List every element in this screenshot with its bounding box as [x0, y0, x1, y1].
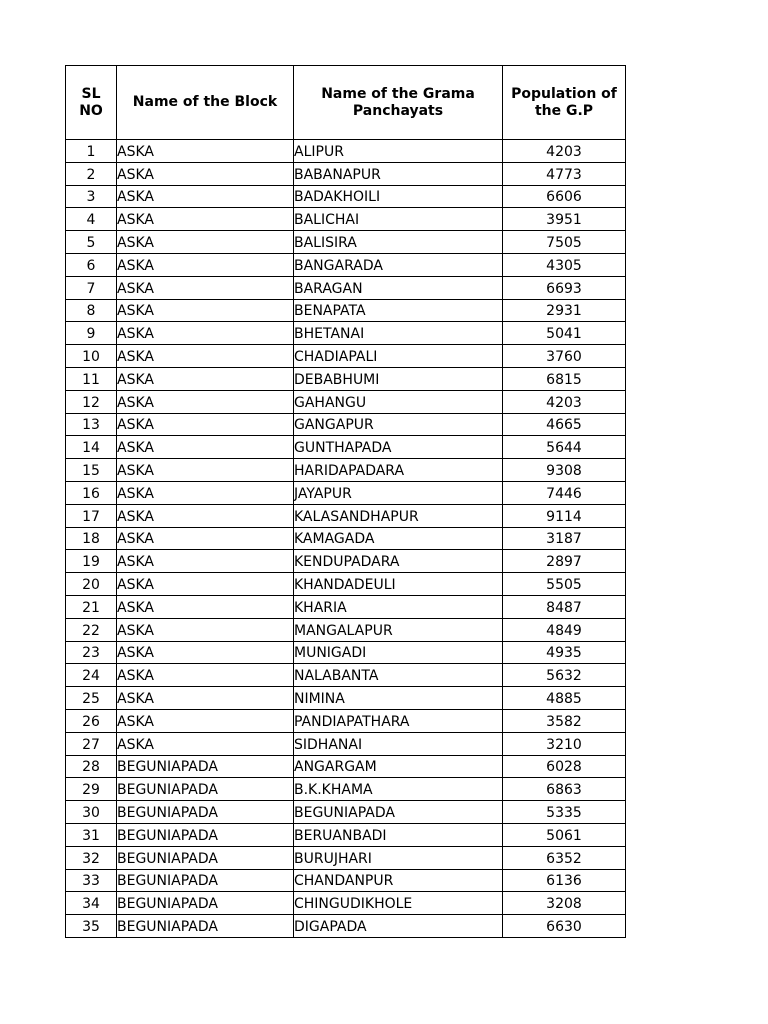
- sl-no-cell: 9: [66, 322, 117, 345]
- table-row: [66, 185, 626, 208]
- sl-no-cell: 3: [66, 185, 117, 208]
- gp-name-cell: BALISIRA: [294, 231, 503, 254]
- population-cell: 5644: [503, 436, 626, 459]
- gp-name-cell: BANGARADA: [294, 253, 503, 276]
- block-name-cell: ASKA: [117, 231, 294, 254]
- block-name-cell: ASKA: [117, 641, 294, 664]
- block-name-cell: ASKA: [117, 504, 294, 527]
- block-name-cell: BEGUNIAPADA: [117, 801, 294, 824]
- sl-no-cell: 25: [66, 687, 117, 710]
- population-cell: 4773: [503, 162, 626, 185]
- sl-no-cell: 10: [66, 345, 117, 368]
- population-cell: 7446: [503, 481, 626, 504]
- population-cell: 3208: [503, 892, 626, 915]
- gp-name-cell: ANGARGAM: [294, 755, 503, 778]
- block-name-cell: ASKA: [117, 367, 294, 390]
- block-name-cell: ASKA: [117, 276, 294, 299]
- table-row: [66, 527, 626, 550]
- population-cell: 3760: [503, 345, 626, 368]
- sl-no-cell: 21: [66, 595, 117, 618]
- population-cell: 3210: [503, 732, 626, 755]
- header-block-name: Name of the Block: [117, 66, 294, 140]
- block-name-cell: ASKA: [117, 436, 294, 459]
- table-row: [66, 322, 626, 345]
- block-name-cell: ASKA: [117, 140, 294, 163]
- block-name-cell: ASKA: [117, 664, 294, 687]
- block-name-cell: BEGUNIAPADA: [117, 846, 294, 869]
- table-row: [66, 778, 626, 801]
- sl-no-cell: 7: [66, 276, 117, 299]
- population-cell: 6693: [503, 276, 626, 299]
- population-cell: 5335: [503, 801, 626, 824]
- gp-name-cell: CHINGUDIKHOLE: [294, 892, 503, 915]
- block-name-cell: ASKA: [117, 322, 294, 345]
- sl-no-cell: 18: [66, 527, 117, 550]
- population-cell: 5505: [503, 573, 626, 596]
- population-cell: 6028: [503, 755, 626, 778]
- gp-name-cell: BURUJHARI: [294, 846, 503, 869]
- table-header: [66, 66, 626, 140]
- block-name-cell: ASKA: [117, 208, 294, 231]
- sl-no-cell: 4: [66, 208, 117, 231]
- population-cell: 4665: [503, 413, 626, 436]
- gp-name-cell: GUNTHAPADA: [294, 436, 503, 459]
- population-cell: 8487: [503, 595, 626, 618]
- table-row: [66, 345, 626, 368]
- sl-no-cell: 27: [66, 732, 117, 755]
- table-row: [66, 595, 626, 618]
- block-name-cell: BEGUNIAPADA: [117, 823, 294, 846]
- population-cell: 6863: [503, 778, 626, 801]
- gp-name-cell: BABANAPUR: [294, 162, 503, 185]
- block-name-cell: BEGUNIAPADA: [117, 869, 294, 892]
- table-row: [66, 755, 626, 778]
- gp-name-cell: CHANDANPUR: [294, 869, 503, 892]
- table-row: [66, 550, 626, 573]
- table-row: [66, 140, 626, 163]
- table-body: [66, 140, 626, 938]
- population-cell: 4203: [503, 140, 626, 163]
- gp-name-cell: NALABANTA: [294, 664, 503, 687]
- gp-name-cell: BHETANAI: [294, 322, 503, 345]
- gp-name-cell: BALICHAI: [294, 208, 503, 231]
- sl-no-cell: 6: [66, 253, 117, 276]
- population-cell: 2897: [503, 550, 626, 573]
- population-cell: 9308: [503, 459, 626, 482]
- block-name-cell: ASKA: [117, 550, 294, 573]
- population-cell: 3582: [503, 709, 626, 732]
- block-name-cell: ASKA: [117, 185, 294, 208]
- population-cell: 6630: [503, 915, 626, 938]
- population-cell: 4203: [503, 390, 626, 413]
- table-row: [66, 367, 626, 390]
- block-name-cell: ASKA: [117, 527, 294, 550]
- gp-name-cell: BADAKHOILI: [294, 185, 503, 208]
- gp-name-cell: PANDIAPATHARA: [294, 709, 503, 732]
- table-row: [66, 641, 626, 664]
- sl-no-cell: 5: [66, 231, 117, 254]
- population-cell: 2931: [503, 299, 626, 322]
- table-row: [66, 801, 626, 824]
- table-row: [66, 208, 626, 231]
- gp-name-cell: ALIPUR: [294, 140, 503, 163]
- sl-no-cell: 19: [66, 550, 117, 573]
- gp-name-cell: MUNIGADI: [294, 641, 503, 664]
- population-cell: 6815: [503, 367, 626, 390]
- block-name-cell: BEGUNIAPADA: [117, 892, 294, 915]
- sl-no-cell: 13: [66, 413, 117, 436]
- gp-name-cell: KHARIA: [294, 595, 503, 618]
- block-name-cell: BEGUNIAPADA: [117, 778, 294, 801]
- table-row: [66, 732, 626, 755]
- sl-no-cell: 35: [66, 915, 117, 938]
- table-row: [66, 664, 626, 687]
- gp-name-cell: MANGALAPUR: [294, 618, 503, 641]
- gp-name-cell: KHANDADEULI: [294, 573, 503, 596]
- table-row: [66, 504, 626, 527]
- population-cell: 9114: [503, 504, 626, 527]
- population-cell: 7505: [503, 231, 626, 254]
- table-row: [66, 573, 626, 596]
- gp-name-cell: KALASANDHAPUR: [294, 504, 503, 527]
- table-row: [66, 231, 626, 254]
- table-row: [66, 823, 626, 846]
- sl-no-cell: 11: [66, 367, 117, 390]
- block-name-cell: ASKA: [117, 299, 294, 322]
- gp-name-cell: KENDUPADARA: [294, 550, 503, 573]
- gp-name-cell: NIMINA: [294, 687, 503, 710]
- gp-name-cell: GAHANGU: [294, 390, 503, 413]
- population-cell: 6352: [503, 846, 626, 869]
- sl-no-cell: 8: [66, 299, 117, 322]
- sl-no-cell: 34: [66, 892, 117, 915]
- sl-no-cell: 32: [66, 846, 117, 869]
- block-name-cell: ASKA: [117, 709, 294, 732]
- block-name-cell: ASKA: [117, 345, 294, 368]
- gp-name-cell: BEGUNIAPADA: [294, 801, 503, 824]
- sl-no-cell: 22: [66, 618, 117, 641]
- sl-no-cell: 31: [66, 823, 117, 846]
- population-cell: 5061: [503, 823, 626, 846]
- gp-name-cell: CHADIAPALI: [294, 345, 503, 368]
- block-name-cell: ASKA: [117, 390, 294, 413]
- gp-name-cell: DEBABHUMI: [294, 367, 503, 390]
- block-name-cell: ASKA: [117, 253, 294, 276]
- sl-no-cell: 1: [66, 140, 117, 163]
- block-name-cell: ASKA: [117, 573, 294, 596]
- table-row: [66, 869, 626, 892]
- population-cell: 5632: [503, 664, 626, 687]
- sl-no-cell: 20: [66, 573, 117, 596]
- block-name-cell: ASKA: [117, 481, 294, 504]
- block-name-cell: ASKA: [117, 595, 294, 618]
- gp-name-cell: HARIDAPADARA: [294, 459, 503, 482]
- gp-name-cell: JAYAPUR: [294, 481, 503, 504]
- sl-no-cell: 2: [66, 162, 117, 185]
- gp-name-cell: GANGAPUR: [294, 413, 503, 436]
- block-name-cell: BEGUNIAPADA: [117, 915, 294, 938]
- population-cell: 6136: [503, 869, 626, 892]
- sl-no-cell: 33: [66, 869, 117, 892]
- population-cell: 5041: [503, 322, 626, 345]
- header-sl-no: SL NO: [66, 66, 117, 140]
- table-row: [66, 276, 626, 299]
- gram-panchayat-population-table: [65, 65, 626, 938]
- sl-no-cell: 28: [66, 755, 117, 778]
- block-name-cell: BEGUNIAPADA: [117, 755, 294, 778]
- header-gp-name: Name of the Grama Panchayats: [294, 66, 503, 140]
- block-name-cell: ASKA: [117, 618, 294, 641]
- table-row: [66, 459, 626, 482]
- table-row: [66, 413, 626, 436]
- block-name-cell: ASKA: [117, 732, 294, 755]
- table-row: [66, 618, 626, 641]
- table-row: [66, 253, 626, 276]
- sl-no-cell: 26: [66, 709, 117, 732]
- sl-no-cell: 16: [66, 481, 117, 504]
- table-row: [66, 709, 626, 732]
- gp-name-cell: BENAPATA: [294, 299, 503, 322]
- population-cell: 4935: [503, 641, 626, 664]
- table-row: [66, 436, 626, 459]
- gp-name-cell: KAMAGADA: [294, 527, 503, 550]
- sl-no-cell: 30: [66, 801, 117, 824]
- sl-no-cell: 15: [66, 459, 117, 482]
- gp-name-cell: B.K.KHAMA: [294, 778, 503, 801]
- population-cell: 6606: [503, 185, 626, 208]
- table-row: [66, 299, 626, 322]
- header-population: Population of the G.P: [503, 66, 626, 140]
- table-row: [66, 915, 626, 938]
- table-row: [66, 390, 626, 413]
- gp-name-cell: BERUANBADI: [294, 823, 503, 846]
- table-row: [66, 687, 626, 710]
- table-row: [66, 846, 626, 869]
- population-cell: 4305: [503, 253, 626, 276]
- block-name-cell: ASKA: [117, 413, 294, 436]
- sl-no-cell: 17: [66, 504, 117, 527]
- gp-name-cell: SIDHANAI: [294, 732, 503, 755]
- sl-no-cell: 12: [66, 390, 117, 413]
- population-cell: 4885: [503, 687, 626, 710]
- gp-name-cell: DIGAPADA: [294, 915, 503, 938]
- population-cell: 4849: [503, 618, 626, 641]
- sl-no-cell: 23: [66, 641, 117, 664]
- population-cell: 3187: [503, 527, 626, 550]
- table-row: [66, 162, 626, 185]
- population-cell: 3951: [503, 208, 626, 231]
- sl-no-cell: 29: [66, 778, 117, 801]
- table-row: [66, 481, 626, 504]
- block-name-cell: ASKA: [117, 459, 294, 482]
- block-name-cell: ASKA: [117, 687, 294, 710]
- gp-name-cell: BARAGAN: [294, 276, 503, 299]
- header-row: [66, 66, 626, 140]
- sl-no-cell: 14: [66, 436, 117, 459]
- block-name-cell: ASKA: [117, 162, 294, 185]
- spreadsheet-page: [65, 65, 625, 938]
- sl-no-cell: 24: [66, 664, 117, 687]
- table-row: [66, 892, 626, 915]
